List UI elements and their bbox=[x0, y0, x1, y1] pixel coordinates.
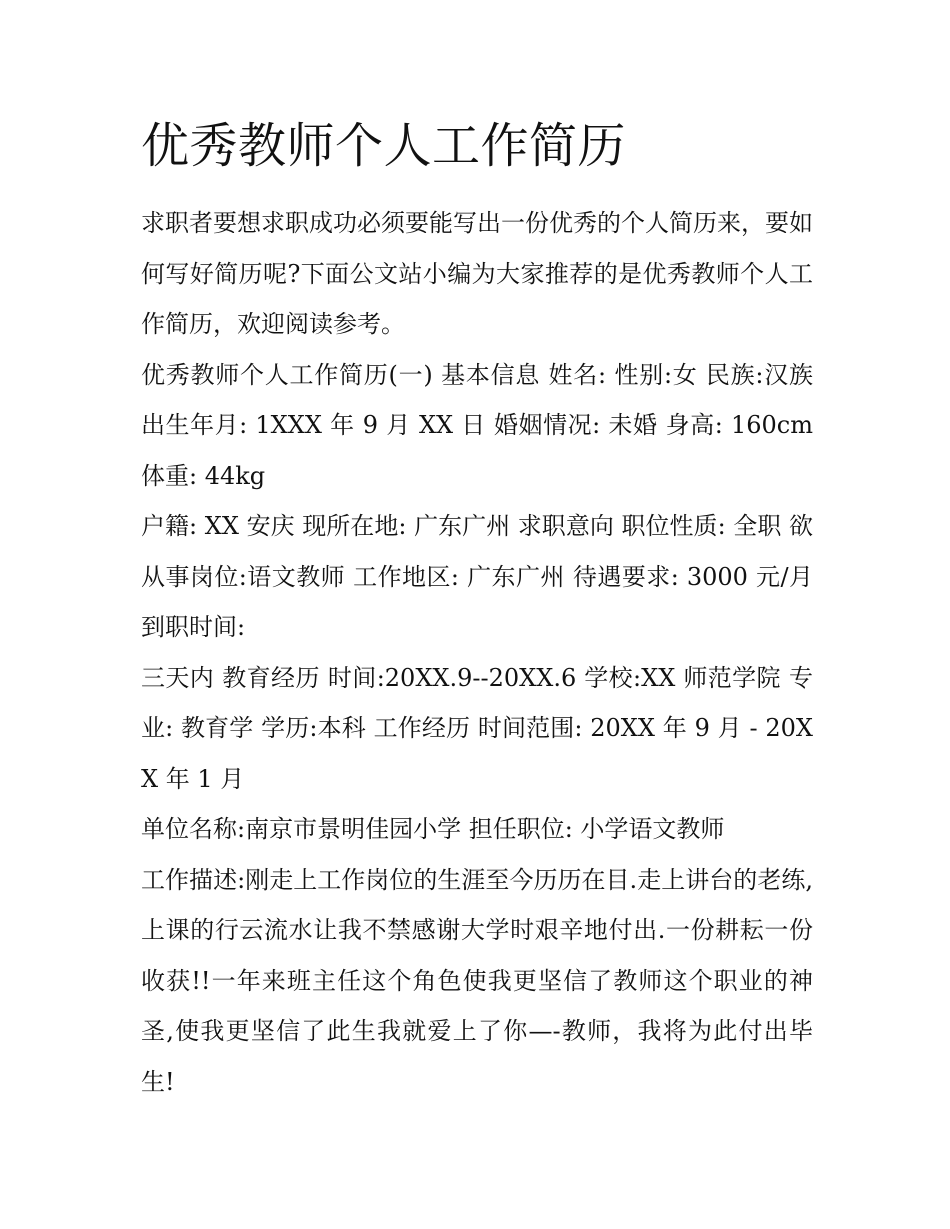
paragraph-employer: 单位名称:南京市景明佳园小学 担任职位: 小学语文教师 bbox=[141, 815, 725, 843]
paragraph-intro: 求职者要想求职成功必须要能写出一份优秀的个人简历来，要如何写好简历呢?下面公文站小编为大家推荐的是优秀教师个人工作简历，欢迎阅读参考。 bbox=[141, 209, 813, 338]
paragraph-job-intent: 户籍: XX 安庆 现所在地: 广东广州 求职意向 职位性质: 全职 欲从事岗位:语文教师 工作地区: 广东广州 待遇要求: 3000 元/月 到职时间: bbox=[141, 512, 813, 641]
paragraph-basic-info: 优秀教师个人工作简历(一) 基本信息 姓名: 性别:女 民族:汉族 出生年月: 1XXX 年 9 月 XX 日 婚姻情况: 未婚 身高: 160cm 体重: 44kg bbox=[141, 360, 813, 490]
document-title: 优秀教师个人工作简历 bbox=[141, 118, 627, 174]
paragraph-work-description: 工作描述:刚走上工作岗位的生涯至今历历在目.走上讲台的老练,上课的行云流水让我不禁感谢大学时艰辛地付出.一份耕耘一份收获!!一年来班主任这个角色使我更坚信了教师这个职业的神圣,使我更坚信了此生我就爱上了你—-教师，我将为此付出毕生! bbox=[141, 865, 813, 1096]
paragraph-education: 三天内 教育经历 时间:20XX.9--20XX.6 学校:XX 师范学院 专业: 教育学 学历:本科 工作经历 时间范围: 20XX 年 9 月 - 20XX 年 1 月 bbox=[141, 663, 813, 793]
document-body bbox=[141, 108, 813, 1107]
